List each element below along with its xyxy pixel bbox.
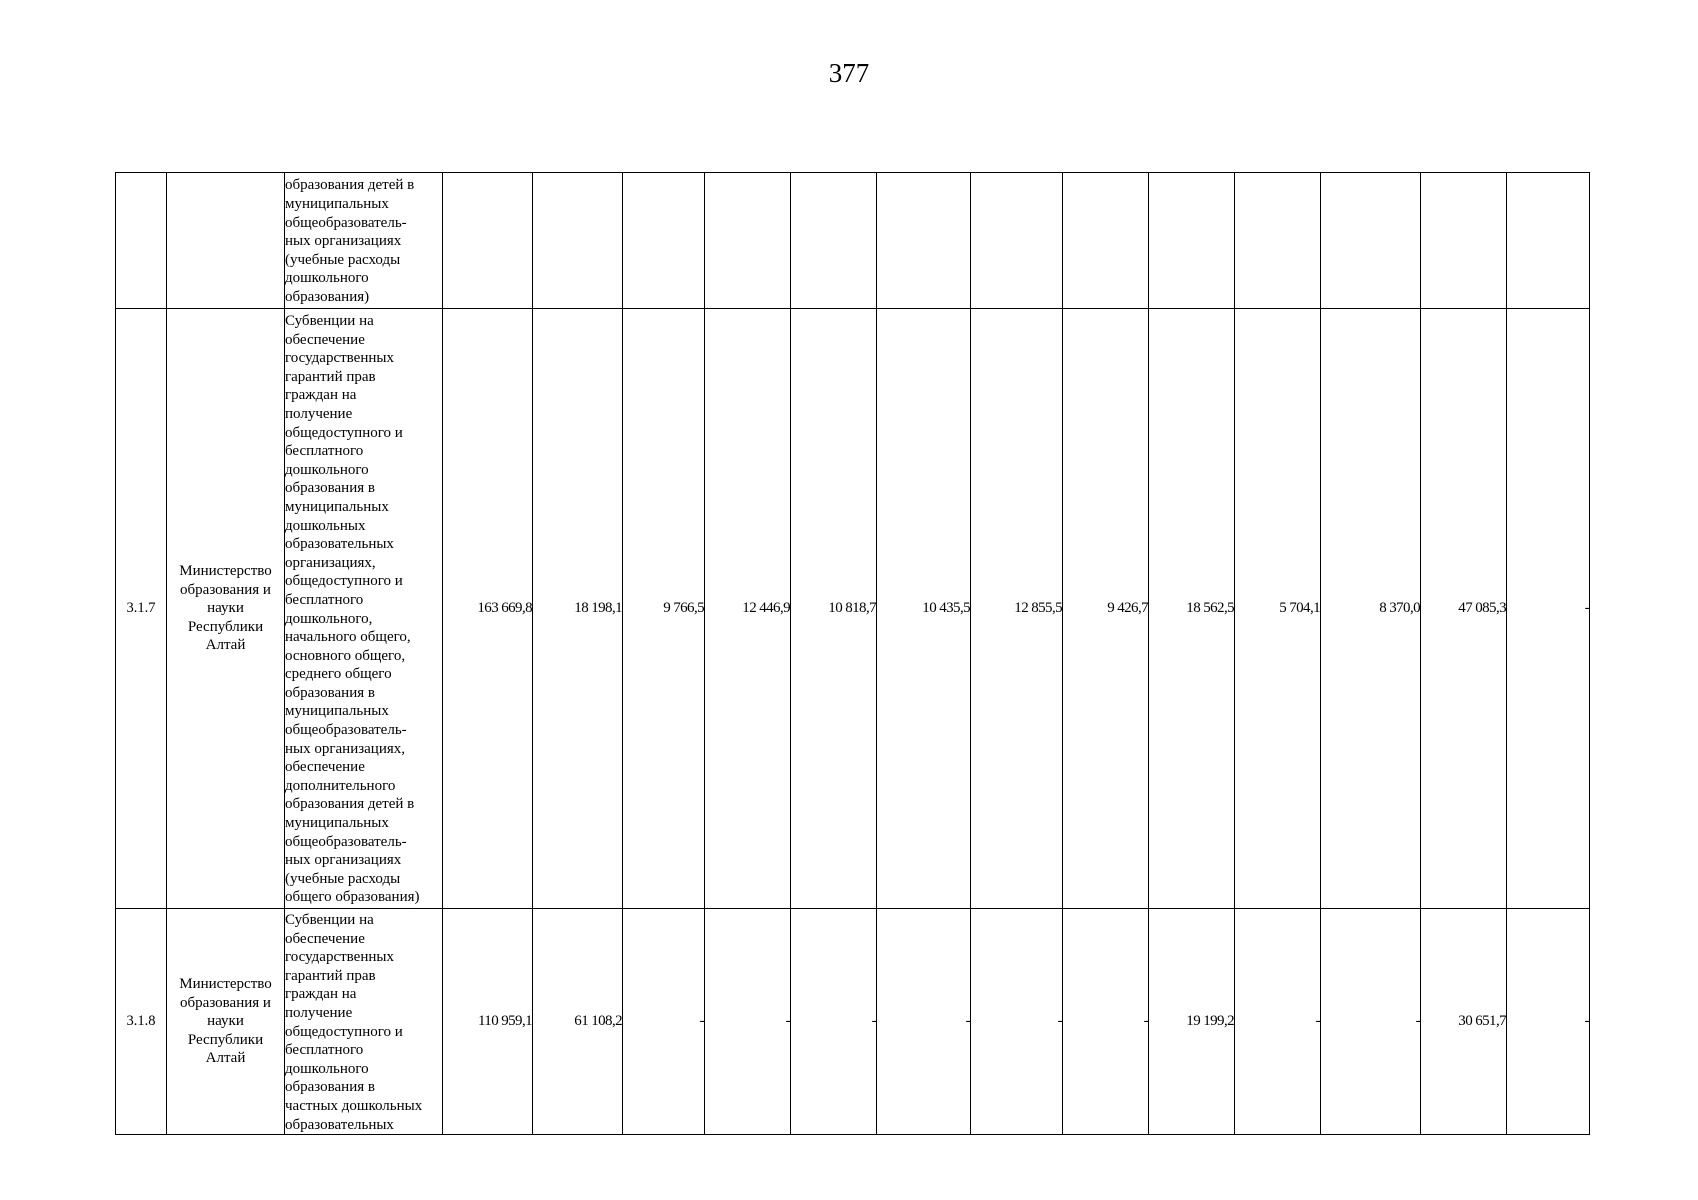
row-description <box>285 909 443 1135</box>
value-cell: 12 446,9 <box>705 309 791 909</box>
value-cell: - <box>1063 909 1149 1135</box>
description-line: дошкольного <box>285 270 369 287</box>
description-line: получение <box>285 405 353 422</box>
value-cell: - <box>791 909 877 1135</box>
page-number: 377 <box>828 58 870 88</box>
value-cell: 18 562,5 <box>1149 309 1235 909</box>
value-cell <box>1321 173 1421 309</box>
description-line: образования в <box>285 1079 375 1096</box>
description-line: образовательных <box>285 1116 394 1133</box>
description-line: (учебные расходы <box>285 251 401 268</box>
description-line: частных дошкольных <box>285 1097 423 1114</box>
organization-line: Республики <box>187 618 264 635</box>
organization-line: образования и <box>180 581 271 598</box>
value-cell: 8 370,0 <box>1321 309 1421 909</box>
description-line: ных организациях, <box>285 740 406 757</box>
organization-line: Алтай <box>205 637 246 654</box>
value-cell: 30 651,7 <box>1421 909 1507 1135</box>
description-line: образовательных <box>285 536 394 553</box>
description-line: общего образования) <box>285 889 420 906</box>
value-cell: 47 085,3 <box>1421 309 1507 909</box>
description-line: дополнительного <box>285 777 396 794</box>
table-row <box>116 173 1590 309</box>
value-cell: 61 108,2 <box>533 909 623 1135</box>
description-line: гарантий прав <box>285 967 376 984</box>
row-code: 3.1.7 <box>116 309 167 909</box>
value-cell: - <box>1235 909 1321 1135</box>
description-line: общеобразователь- <box>285 722 407 739</box>
description-line: муниципальных <box>285 196 389 213</box>
description-line: общедоступного и <box>285 424 403 441</box>
value-cell: 110 959,1 <box>443 909 533 1135</box>
description-line: среднего общего <box>285 666 392 683</box>
row-organization <box>167 173 285 309</box>
value-cell <box>877 173 971 309</box>
description-line: дошкольного <box>285 461 369 478</box>
description-line: образования в <box>285 684 375 701</box>
value-cell: - <box>971 909 1063 1135</box>
description-line: ных организациях <box>285 852 402 869</box>
organization-line: Министерство <box>179 976 272 993</box>
value-cell: 5 704,1 <box>1235 309 1321 909</box>
value-cell: 18 198,1 <box>533 309 623 909</box>
description-line: граждан на <box>285 387 357 404</box>
row-description <box>285 173 443 309</box>
value-cell: - <box>1321 909 1421 1135</box>
description-line: бесплатного <box>285 1042 364 1059</box>
value-cell <box>533 173 623 309</box>
description-line: обеспечение <box>285 759 365 776</box>
description-line: дошкольного <box>285 1060 369 1077</box>
row-description <box>285 309 443 909</box>
value-cell: - <box>1507 909 1590 1135</box>
value-cell: - <box>705 909 791 1135</box>
value-cell: - <box>1507 309 1590 909</box>
description-line: государственных <box>285 350 394 367</box>
description-line: общеобразователь- <box>285 833 407 850</box>
organization-line: науки <box>207 1013 244 1030</box>
value-cell <box>623 173 705 309</box>
description-line: получение <box>285 1004 353 1021</box>
description-line: образования детей в <box>285 177 415 194</box>
value-cell <box>971 173 1063 309</box>
description-line: граждан на <box>285 986 357 1003</box>
row-organization <box>167 309 285 909</box>
value-cell: - <box>877 909 971 1135</box>
row-organization <box>167 909 285 1135</box>
table-row <box>116 909 1590 1135</box>
description-line: бесплатного <box>285 591 364 608</box>
description-line: организациях, <box>285 554 376 571</box>
table-row <box>116 309 1590 909</box>
description-line: муниципальных <box>285 703 389 720</box>
description-line: начального общего, <box>285 629 411 646</box>
value-cell <box>1149 173 1235 309</box>
description-line: обеспечение <box>285 930 365 947</box>
description-line: (учебные расходы <box>285 870 401 887</box>
description-line: образования детей в <box>285 796 415 813</box>
value-cell: 19 199,2 <box>1149 909 1235 1135</box>
value-cell: 12 855,5 <box>971 309 1063 909</box>
description-line: дошкольного, <box>285 610 373 627</box>
description-line: образования) <box>285 288 370 305</box>
value-cell: - <box>623 909 705 1135</box>
value-cell <box>1063 173 1149 309</box>
value-cell <box>443 173 533 309</box>
value-cell: 9 766,5 <box>623 309 705 909</box>
description-line: муниципальных <box>285 498 389 515</box>
description-line: Субвенции на <box>285 313 374 329</box>
description-line: гарантий прав <box>285 368 376 385</box>
description-line: общедоступного и <box>285 573 403 590</box>
value-cell <box>791 173 877 309</box>
description-line: ных организациях <box>285 233 402 250</box>
row-code: 3.1.8 <box>116 909 167 1135</box>
description-line: общеобразователь- <box>285 214 407 231</box>
description-line: дошкольных <box>285 517 366 534</box>
value-cell <box>1507 173 1590 309</box>
value-cell <box>1421 173 1507 309</box>
budget-table <box>115 172 1590 1135</box>
organization-line: образования и <box>180 994 271 1011</box>
description-line: основного общего, <box>285 647 406 664</box>
description-line: образования в <box>285 480 375 497</box>
organization-line: Министерство <box>179 563 272 580</box>
description-line: Субвенции на <box>285 912 374 928</box>
value-cell: 9 426,7 <box>1063 309 1149 909</box>
row-code <box>116 173 167 309</box>
organization-line: науки <box>207 600 244 617</box>
value-cell <box>705 173 791 309</box>
description-line: общедоступного и <box>285 1023 403 1040</box>
value-cell: 10 818,7 <box>791 309 877 909</box>
description-line: государственных <box>285 949 394 966</box>
description-line: обеспечение <box>285 331 365 348</box>
value-cell: 10 435,5 <box>877 309 971 909</box>
organization-line: Алтай <box>205 1050 246 1067</box>
organization-line: Республики <box>187 1031 264 1048</box>
description-line: муниципальных <box>285 815 389 832</box>
value-cell: 163 669,8 <box>443 309 533 909</box>
description-line: бесплатного <box>285 443 364 460</box>
value-cell <box>1235 173 1321 309</box>
